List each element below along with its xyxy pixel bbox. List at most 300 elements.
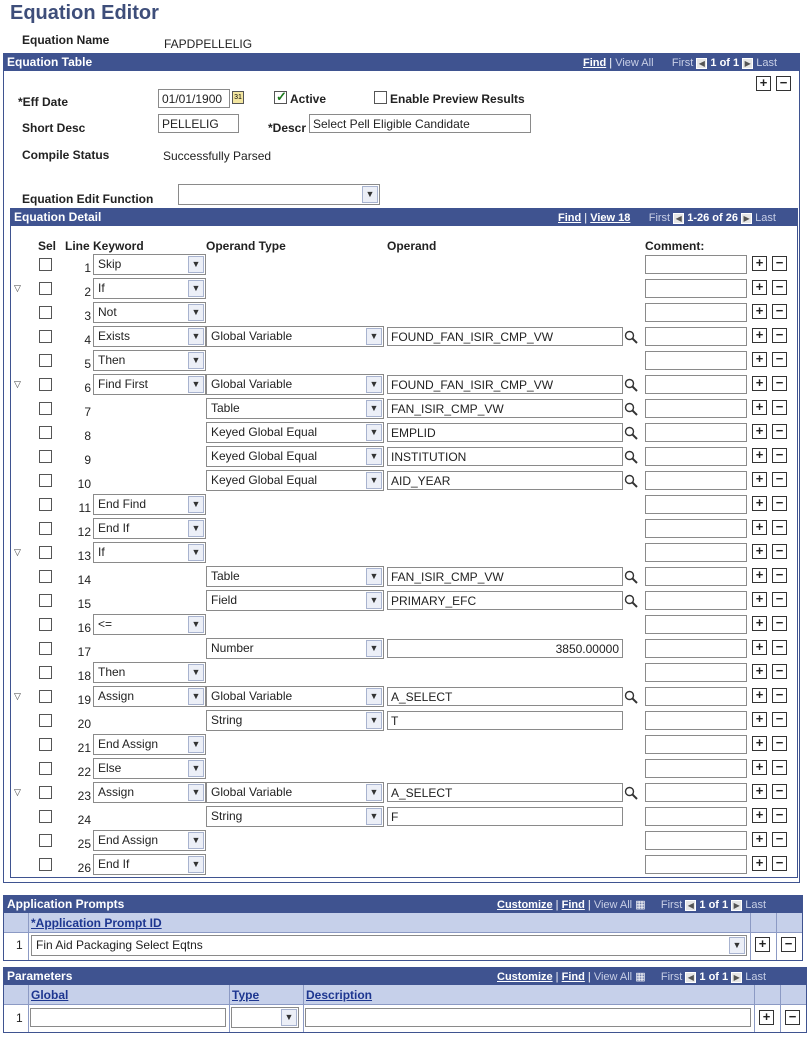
equation-table-header: Equation Table Find | View All First ◀ 1 of 1 ▶ Last [3, 53, 800, 71]
collapse-triangle-icon[interactable]: ▽ [14, 787, 21, 797]
line-number: 6 [84, 381, 91, 395]
params-delete-button[interactable]: − [785, 1010, 800, 1025]
chevron-down-icon: ▼ [188, 832, 204, 849]
prompt-row-number: 1 [16, 938, 23, 952]
delete-row-button[interactable]: − [776, 76, 791, 91]
prompts-next-icon[interactable]: ▶ [731, 900, 742, 911]
line-number: 14 [77, 573, 91, 587]
keyword-select[interactable]: If ▼ [93, 278, 206, 299]
short-desc-label: Short Desc [22, 121, 86, 135]
comment-input[interactable] [645, 831, 747, 850]
collapse-triangle-icon[interactable]: ▽ [14, 547, 21, 557]
row-delete-button[interactable]: − [772, 784, 787, 799]
compile-status-label: Compile Status [22, 148, 110, 162]
line-number: 26 [77, 861, 91, 875]
row-delete-button[interactable]: − [772, 424, 787, 439]
row-select-checkbox[interactable] [39, 378, 52, 391]
chevron-down-icon: ▼ [188, 760, 204, 777]
row-select-checkbox[interactable] [39, 546, 52, 559]
row-delete-button[interactable]: − [772, 808, 787, 823]
row-select-checkbox[interactable] [39, 714, 52, 727]
operand-input[interactable] [387, 639, 623, 658]
operand-type-select[interactable]: Global Variable ▼ [206, 326, 384, 347]
grid-icon[interactable]: ▦ [635, 899, 646, 911]
comment-input[interactable] [645, 423, 747, 442]
row-add-button[interactable]: + [752, 640, 767, 655]
collapse-triangle-icon[interactable]: ▽ [14, 691, 21, 701]
equation-detail-title: Equation Detail [14, 210, 102, 224]
chevron-down-icon: ▼ [366, 640, 382, 657]
description-column[interactable]: Description [306, 988, 373, 1002]
col-divider [28, 985, 29, 1032]
row-add-button[interactable]: + [752, 688, 767, 703]
page-title: Equation Editor [10, 2, 159, 24]
operand-input[interactable] [387, 375, 623, 394]
row-add-button[interactable]: + [752, 424, 767, 439]
calendar-icon[interactable]: 31 [232, 91, 244, 104]
row-delete-button[interactable]: − [772, 328, 787, 343]
lookup-search-icon[interactable] [624, 570, 638, 584]
col-line: Line [65, 239, 90, 253]
lookup-search-icon[interactable] [624, 402, 638, 416]
line-number: 3 [84, 309, 91, 323]
keyword-select[interactable]: Then ▼ [93, 350, 206, 371]
line-number: 4 [84, 333, 91, 347]
row-select-checkbox[interactable] [39, 858, 52, 871]
operand-type-select[interactable]: String ▼ [206, 710, 384, 731]
operand-type-select[interactable]: Global Variable ▼ [206, 686, 384, 707]
row-add-button[interactable]: + [752, 448, 767, 463]
prompts-customize-link[interactable]: Customize [497, 899, 553, 911]
params-col-header [4, 985, 806, 1005]
keyword-select[interactable]: Find First ▼ [93, 374, 206, 395]
chevron-down-icon: ▼ [188, 280, 204, 297]
chevron-down-icon: ▼ [188, 616, 204, 633]
equation-detail-header: Equation Detail Find | View 18 First ◀ 1-26 of 26 ▶ Last [10, 208, 798, 226]
operand-input[interactable] [387, 447, 623, 466]
comment-input[interactable] [645, 447, 747, 466]
lookup-search-icon[interactable] [624, 378, 638, 392]
row-select-checkbox[interactable] [39, 810, 52, 823]
row-add-button[interactable]: + [752, 304, 767, 319]
comment-input[interactable] [645, 711, 747, 730]
chevron-down-icon: ▼ [366, 424, 382, 441]
operand-input[interactable] [387, 591, 623, 610]
row-add-button[interactable]: + [752, 784, 767, 799]
eff-date-input[interactable] [158, 89, 230, 108]
lookup-search-icon[interactable] [624, 426, 638, 440]
row-add-button[interactable]: + [752, 472, 767, 487]
chevron-down-icon: ▼ [188, 352, 204, 369]
last-link[interactable]: Last [756, 57, 778, 69]
row-delete-button[interactable]: − [772, 448, 787, 463]
operand-input[interactable] [387, 783, 623, 802]
comment-input[interactable] [645, 255, 747, 274]
operand-type-select[interactable]: String ▼ [206, 806, 384, 827]
first-link[interactable]: First [671, 57, 694, 69]
equation-name-label: Equation Name [22, 33, 110, 47]
col-sel: Sel [38, 239, 57, 253]
row-delete-button[interactable]: − [772, 616, 787, 631]
line-number: 23 [77, 789, 91, 803]
add-row-button[interactable]: + [756, 76, 771, 91]
prompts-last-link[interactable]: Last [745, 899, 767, 911]
row-add-button[interactable]: + [752, 256, 767, 271]
operand-type-select[interactable]: Global Variable ▼ [206, 374, 384, 395]
col-keyword: Keyword [93, 239, 144, 253]
row-add-button[interactable]: + [752, 664, 767, 679]
col-comment: Comment: [645, 239, 705, 253]
row-select-checkbox[interactable] [39, 834, 52, 847]
row-add-button[interactable]: + [752, 352, 767, 367]
col-divider [229, 985, 230, 1032]
keyword-select[interactable]: If ▼ [93, 542, 206, 563]
params-first-link[interactable]: First [660, 971, 683, 983]
lookup-search-icon[interactable] [624, 594, 638, 608]
prompt-id-column[interactable]: *Application Prompt ID [31, 916, 162, 930]
type-column[interactable]: Type [232, 988, 260, 1002]
line-number: 15 [77, 597, 91, 611]
col-operand: Operand [387, 239, 437, 253]
operand-input[interactable] [387, 399, 623, 418]
detail-prev-icon[interactable]: ◀ [673, 213, 684, 224]
row-delete-button[interactable]: − [772, 856, 787, 871]
row-delete-button[interactable]: − [772, 832, 787, 847]
params-next-icon[interactable]: ▶ [731, 972, 742, 983]
row-range: 1 of 1 [710, 57, 740, 69]
row-add-button[interactable]: + [752, 544, 767, 559]
line-number: 18 [77, 669, 91, 683]
chevron-down-icon: ▼ [366, 808, 382, 825]
lookup-search-icon[interactable] [624, 690, 638, 704]
params-view-all-link[interactable]: View All [593, 971, 633, 983]
comment-input[interactable] [645, 759, 747, 778]
operand-type-select[interactable]: Keyed Global Equal ▼ [206, 446, 384, 467]
prompts-prev-icon[interactable]: ◀ [685, 900, 696, 911]
keyword-select[interactable]: <= ▼ [93, 614, 206, 635]
chevron-down-icon: ▼ [362, 186, 378, 203]
lookup-search-icon[interactable] [624, 786, 638, 800]
params-last-link[interactable]: Last [745, 971, 767, 983]
comment-input[interactable] [645, 639, 747, 658]
row-select-checkbox[interactable] [39, 738, 52, 751]
line-number: 10 [77, 477, 91, 491]
eff-date-label: *Eff Date [18, 95, 69, 109]
prompts-row-range: 1 of 1 [699, 899, 729, 911]
comment-input[interactable] [645, 615, 747, 634]
prompts-add-button[interactable]: + [755, 937, 770, 952]
keyword-select[interactable]: End If ▼ [93, 518, 206, 539]
params-find-link[interactable]: Find [561, 971, 585, 983]
row-select-checkbox[interactable] [39, 666, 52, 679]
collapse-triangle-icon[interactable]: ▽ [14, 379, 21, 389]
chevron-down-icon: ▼ [188, 688, 204, 705]
row-delete-button[interactable]: − [772, 304, 787, 319]
keyword-select[interactable]: Then ▼ [93, 662, 206, 683]
chevron-down-icon: ▼ [366, 712, 382, 729]
chevron-down-icon: ▼ [366, 592, 382, 609]
row-delete-button[interactable]: − [772, 592, 787, 607]
params-add-button[interactable]: + [759, 1010, 774, 1025]
chevron-down-icon: ▼ [188, 856, 204, 873]
row-select-checkbox[interactable] [39, 690, 52, 703]
detail-view-link[interactable]: View 18 [590, 212, 631, 224]
row-add-button[interactable]: + [752, 736, 767, 751]
next-icon[interactable]: ▶ [742, 58, 753, 69]
col-divider [750, 913, 751, 960]
keyword-select[interactable]: Else ▼ [93, 758, 206, 779]
row-add-button[interactable]: + [752, 496, 767, 511]
row-select-checkbox[interactable] [39, 402, 52, 415]
row-select-checkbox[interactable] [39, 570, 52, 583]
row-add-button[interactable]: + [752, 400, 767, 415]
row-delete-button[interactable]: − [772, 472, 787, 487]
line-number: 7 [84, 405, 91, 419]
chevron-down-icon: ▼ [188, 664, 204, 681]
comment-input[interactable] [645, 327, 747, 346]
chevron-down-icon: ▼ [188, 544, 204, 561]
comment-input[interactable] [645, 279, 747, 298]
active-checkbox[interactable] [274, 91, 287, 104]
operand-type-select[interactable]: Keyed Global Equal ▼ [206, 422, 384, 443]
row-add-button[interactable]: + [752, 712, 767, 727]
keyword-select[interactable]: Not ▼ [93, 302, 206, 323]
row-delete-button[interactable]: − [772, 760, 787, 775]
chevron-down-icon: ▼ [281, 1009, 297, 1026]
col-divider [780, 985, 781, 1032]
chevron-down-icon: ▼ [366, 688, 382, 705]
operand-input[interactable] [387, 711, 623, 730]
row-select-checkbox[interactable] [39, 786, 52, 799]
comment-input[interactable] [645, 687, 747, 706]
edit-function-label: Equation Edit Function [22, 192, 154, 206]
row-select-checkbox[interactable] [39, 258, 52, 271]
row-add-button[interactable]: + [752, 376, 767, 391]
row-add-button[interactable]: + [752, 760, 767, 775]
comment-input[interactable] [645, 567, 747, 586]
short-desc-input[interactable] [158, 114, 239, 133]
app-prompts-title: Application Prompts [7, 897, 125, 911]
prompts-view-all-link[interactable]: View All [593, 899, 633, 911]
prompt-id-select[interactable]: Fin Aid Packaging Select Eqtns ▼ [31, 935, 747, 956]
row-add-button[interactable]: + [752, 520, 767, 535]
col-divider [776, 913, 777, 960]
col-divider [28, 913, 29, 960]
chevron-down-icon: ▼ [366, 448, 382, 465]
global-input[interactable] [30, 1008, 226, 1027]
keyword-select[interactable]: Assign ▼ [93, 686, 206, 707]
param-row-number: 1 [16, 1011, 23, 1025]
row-delete-button[interactable]: − [772, 544, 787, 559]
keyword-select[interactable]: Skip ▼ [93, 254, 206, 275]
line-number: 1 [84, 261, 91, 275]
operand-type-select[interactable]: Global Variable ▼ [206, 782, 384, 803]
comment-input[interactable] [645, 471, 747, 490]
row-delete-button[interactable]: − [772, 496, 787, 511]
chevron-down-icon: ▼ [188, 376, 204, 393]
chevron-down-icon: ▼ [188, 328, 204, 345]
row-select-checkbox[interactable] [39, 474, 52, 487]
keyword-select[interactable]: End Assign ▼ [93, 830, 206, 851]
chevron-down-icon: ▼ [366, 400, 382, 417]
equation-name-value: FAPDPELLELIG [164, 37, 253, 51]
row-delete-button[interactable]: − [772, 520, 787, 535]
row-select-checkbox[interactable] [39, 594, 52, 607]
line-number: 21 [77, 741, 91, 755]
app-prompts-header: Application Prompts Customize | Find | View All ▦ First ◀ 1 of 1 ▶ Last [3, 895, 803, 913]
row-delete-button[interactable]: − [772, 664, 787, 679]
row-add-button[interactable]: + [752, 616, 767, 631]
operand-input[interactable] [387, 423, 623, 442]
comment-input[interactable] [645, 399, 747, 418]
global-column[interactable]: Global [31, 988, 69, 1002]
row-add-button[interactable]: + [752, 832, 767, 847]
keyword-select[interactable]: End Find ▼ [93, 494, 206, 515]
comment-input[interactable] [645, 735, 747, 754]
row-select-checkbox[interactable] [39, 426, 52, 439]
row-select-checkbox[interactable] [39, 450, 52, 463]
lookup-search-icon[interactable] [624, 450, 638, 464]
line-number: 9 [84, 453, 91, 467]
comment-input[interactable] [645, 519, 747, 538]
chevron-down-icon: ▼ [188, 520, 204, 537]
line-number: 25 [77, 837, 91, 851]
row-select-checkbox[interactable] [39, 498, 52, 511]
operand-input[interactable] [387, 471, 623, 490]
chevron-down-icon: ▼ [366, 472, 382, 489]
row-add-button[interactable]: + [752, 592, 767, 607]
line-number: 20 [77, 717, 91, 731]
view-all-link[interactable]: View All [615, 57, 654, 69]
chevron-down-icon: ▼ [188, 304, 204, 321]
row-delete-button[interactable]: − [772, 256, 787, 271]
descr-input[interactable] [309, 114, 531, 133]
operand-type-select[interactable]: Keyed Global Equal ▼ [206, 470, 384, 491]
collapse-triangle-icon[interactable]: ▽ [14, 283, 21, 293]
comment-input[interactable] [645, 375, 747, 394]
descr-label: *Descr [268, 121, 307, 135]
row-select-checkbox[interactable] [39, 618, 52, 631]
chevron-down-icon: ▼ [188, 784, 204, 801]
row-add-button[interactable]: + [752, 856, 767, 871]
operand-input[interactable] [387, 807, 623, 826]
line-number: 2 [84, 285, 91, 299]
operand-type-select[interactable]: Field ▼ [206, 590, 384, 611]
row-delete-button[interactable]: − [772, 736, 787, 751]
comment-input[interactable] [645, 591, 747, 610]
chevron-down-icon: ▼ [366, 568, 382, 585]
detail-find-link[interactable]: Find [558, 212, 582, 224]
chevron-down-icon: ▼ [366, 376, 382, 393]
row-select-checkbox[interactable] [39, 282, 52, 295]
comment-input[interactable] [645, 495, 747, 514]
chevron-down-icon: ▼ [188, 496, 204, 513]
keyword-select[interactable]: End Assign ▼ [93, 734, 206, 755]
comment-input[interactable] [645, 303, 747, 322]
equation-table-title: Equation Table [7, 55, 93, 69]
col-operand-type: Operand Type [206, 239, 286, 253]
prompts-first-link[interactable]: First [660, 899, 683, 911]
comment-input[interactable] [645, 783, 747, 802]
line-number: 5 [84, 357, 91, 371]
operand-type-select[interactable]: Number ▼ [206, 638, 384, 659]
line-number: 22 [77, 765, 91, 779]
description-input[interactable] [305, 1008, 751, 1027]
find-link[interactable]: Find [583, 57, 607, 69]
lookup-search-icon[interactable] [624, 330, 638, 344]
row-add-button[interactable]: + [752, 328, 767, 343]
operand-input[interactable] [387, 567, 623, 586]
line-number: 12 [77, 525, 91, 539]
compile-status-value: Successfully Parsed [163, 149, 272, 163]
params-row-range: 1 of 1 [699, 971, 729, 983]
edit-function-select[interactable] [178, 184, 380, 205]
line-number: 24 [77, 813, 91, 827]
row-select-checkbox[interactable] [39, 642, 52, 655]
detail-row-range: 1-26 of 26 [687, 212, 738, 224]
row-select-checkbox[interactable] [39, 762, 52, 775]
operand-type-select[interactable]: Table ▼ [206, 398, 384, 419]
comment-input[interactable] [645, 543, 747, 562]
grid-icon[interactable]: ▦ [635, 971, 646, 983]
operand-input[interactable] [387, 687, 623, 706]
params-prev-icon[interactable]: ◀ [685, 972, 696, 983]
row-delete-button[interactable]: − [772, 568, 787, 583]
type-select[interactable] [231, 1007, 299, 1028]
row-delete-button[interactable]: − [772, 400, 787, 415]
parameters-header: Parameters Customize | Find | View All ▦ First ◀ 1 of 1 ▶ Last [3, 967, 807, 985]
params-customize-link[interactable]: Customize [497, 971, 553, 983]
row-add-button[interactable]: + [752, 808, 767, 823]
lookup-search-icon[interactable] [624, 474, 638, 488]
preview-label: Enable Preview Results [390, 92, 525, 106]
keyword-select[interactable]: Assign ▼ [93, 782, 206, 803]
comment-input[interactable] [645, 855, 747, 874]
preview-checkbox[interactable] [374, 91, 387, 104]
chevron-down-icon: ▼ [366, 328, 382, 345]
chevron-down-icon: ▼ [188, 736, 204, 753]
row-delete-button[interactable]: − [772, 352, 787, 367]
operand-type-select[interactable]: Table ▼ [206, 566, 384, 587]
row-delete-button[interactable]: − [772, 280, 787, 295]
prompts-delete-button[interactable]: − [781, 937, 796, 952]
row-add-button[interactable]: + [752, 280, 767, 295]
row-delete-button[interactable]: − [772, 712, 787, 727]
detail-first-link[interactable]: First [648, 212, 671, 224]
line-number: 17 [77, 645, 91, 659]
row-select-checkbox[interactable] [39, 354, 52, 367]
keyword-select[interactable]: End If ▼ [93, 854, 206, 875]
detail-next-icon[interactable]: ▶ [741, 213, 752, 224]
row-add-button[interactable]: + [752, 568, 767, 583]
col-divider [754, 985, 755, 1032]
row-delete-button[interactable]: − [772, 376, 787, 391]
prev-icon[interactable]: ◀ [696, 58, 707, 69]
comment-input[interactable] [645, 351, 747, 370]
row-delete-button[interactable]: − [772, 688, 787, 703]
operand-input[interactable] [387, 327, 623, 346]
prompts-find-link[interactable]: Find [561, 899, 585, 911]
col-divider [303, 985, 304, 1032]
comment-input[interactable] [645, 807, 747, 826]
row-select-checkbox[interactable] [39, 522, 52, 535]
keyword-select[interactable]: Exists ▼ [93, 326, 206, 347]
comment-input[interactable] [645, 663, 747, 682]
row-delete-button[interactable]: − [772, 640, 787, 655]
row-select-checkbox[interactable] [39, 306, 52, 319]
row-select-checkbox[interactable] [39, 330, 52, 343]
detail-last-link[interactable]: Last [755, 212, 776, 224]
